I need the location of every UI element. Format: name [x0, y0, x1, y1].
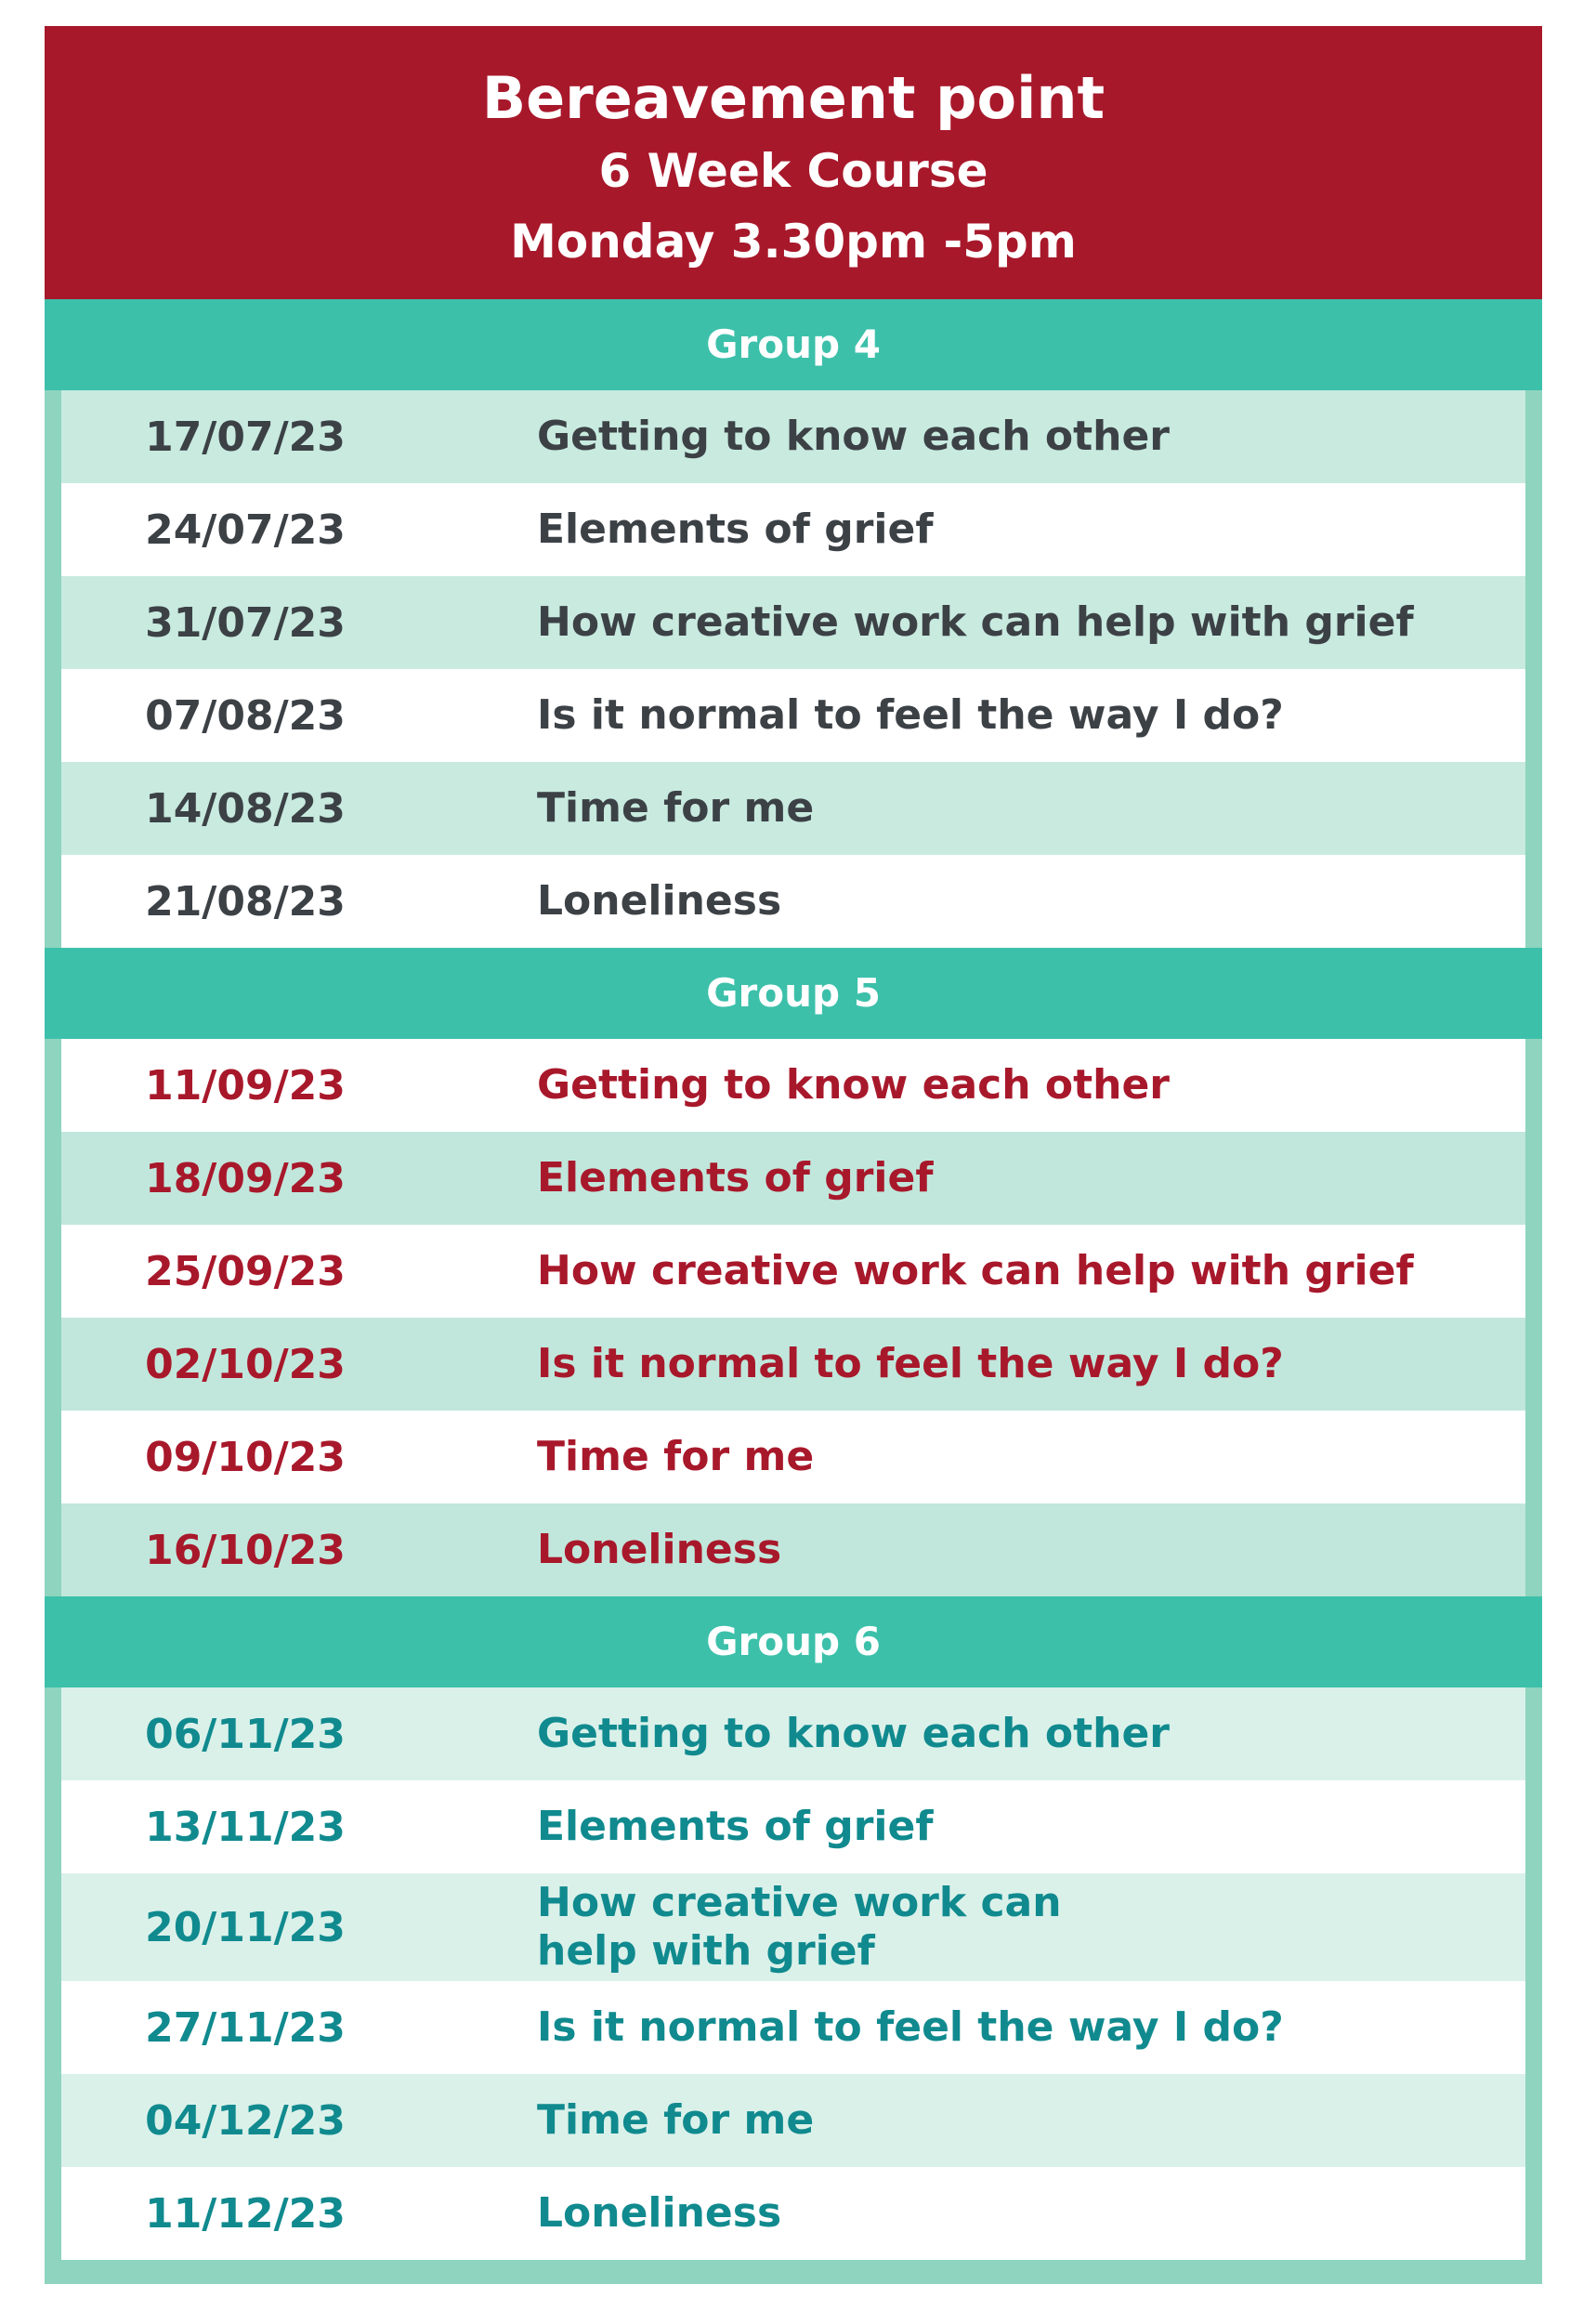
- table-row: [61, 1225, 1525, 1318]
- course-time: Monday 3.30pm -5pm: [510, 215, 1077, 269]
- group-4-heading: Group 4: [45, 299, 1542, 390]
- table-row: [61, 1687, 1525, 1780]
- schedule-card: [45, 26, 1542, 2284]
- session-date: 20/11/23: [145, 1903, 346, 1951]
- session-topic: Loneliness: [537, 1526, 782, 1573]
- table-row: [61, 1318, 1525, 1411]
- session-topic: Time for me: [537, 784, 815, 832]
- table-row: [61, 855, 1525, 948]
- session-topic: Loneliness: [537, 2189, 782, 2237]
- table-row: [61, 1981, 1525, 2074]
- header-banner: [45, 26, 1542, 299]
- session-topic: Time for me: [537, 2096, 815, 2144]
- session-topic: Is it normal to feel the way I do?: [537, 691, 1284, 739]
- session-date: 21/08/23: [145, 877, 346, 926]
- table-row: [61, 1039, 1525, 1132]
- session-date: 06/11/23: [145, 1710, 346, 1758]
- session-date: 31/07/23: [145, 598, 346, 647]
- session-topic: Loneliness: [537, 877, 782, 925]
- session-topic: Elements of grief: [537, 506, 934, 553]
- session-date: 14/08/23: [145, 784, 346, 833]
- session-date: 07/08/23: [145, 691, 346, 740]
- session-date: 13/11/23: [145, 1803, 346, 1851]
- session-topic: Elements of grief: [537, 1154, 934, 1201]
- table-row: [61, 1411, 1525, 1503]
- session-topic: Time for me: [537, 1433, 815, 1480]
- group-6-heading: Group 6: [45, 1596, 1542, 1687]
- session-date: 11/12/23: [145, 2189, 346, 2238]
- course-length: 6 Week Course: [598, 144, 988, 198]
- session-date: 09/10/23: [145, 1433, 346, 1481]
- table-row: [61, 390, 1525, 483]
- session-topic: Getting to know each other: [537, 1061, 1170, 1109]
- session-date: 25/09/23: [145, 1247, 346, 1295]
- session-topic: How creative work can help with grief: [537, 1247, 1414, 1294]
- session-topic: How creative work can help with grief: [537, 598, 1414, 646]
- table-row: [61, 1503, 1525, 1596]
- table-row: [61, 2074, 1525, 2167]
- table-row: [61, 669, 1525, 762]
- session-date: 24/07/23: [145, 506, 346, 554]
- table-row: [61, 762, 1525, 855]
- group-5-heading: Group 5: [45, 948, 1542, 1039]
- session-topic: Is it normal to feel the way I do?: [537, 2003, 1284, 2051]
- table-row: [61, 2167, 1525, 2260]
- table-row: [61, 483, 1525, 576]
- session-date: 27/11/23: [145, 2003, 346, 2052]
- session-date: 11/09/23: [145, 1061, 346, 1109]
- session-topic: Elements of grief: [537, 1803, 934, 1850]
- table-row: [61, 576, 1525, 669]
- table-row: [61, 1780, 1525, 1873]
- session-date: 18/09/23: [145, 1154, 346, 1202]
- table-row: [61, 1132, 1525, 1225]
- session-topic: Getting to know each other: [537, 413, 1170, 460]
- session-topic: How creative work can help with grief: [537, 1879, 1062, 1975]
- session-date: 04/12/23: [145, 2096, 346, 2145]
- table-row: [61, 1873, 1525, 1981]
- session-topic: Getting to know each other: [537, 1710, 1170, 1757]
- session-topic: Is it normal to feel the way I do?: [537, 1340, 1284, 1387]
- session-date: 17/07/23: [145, 413, 346, 461]
- page-title: Bereavement point: [481, 64, 1106, 132]
- session-date: 02/10/23: [145, 1340, 346, 1388]
- session-date: 16/10/23: [145, 1526, 346, 1574]
